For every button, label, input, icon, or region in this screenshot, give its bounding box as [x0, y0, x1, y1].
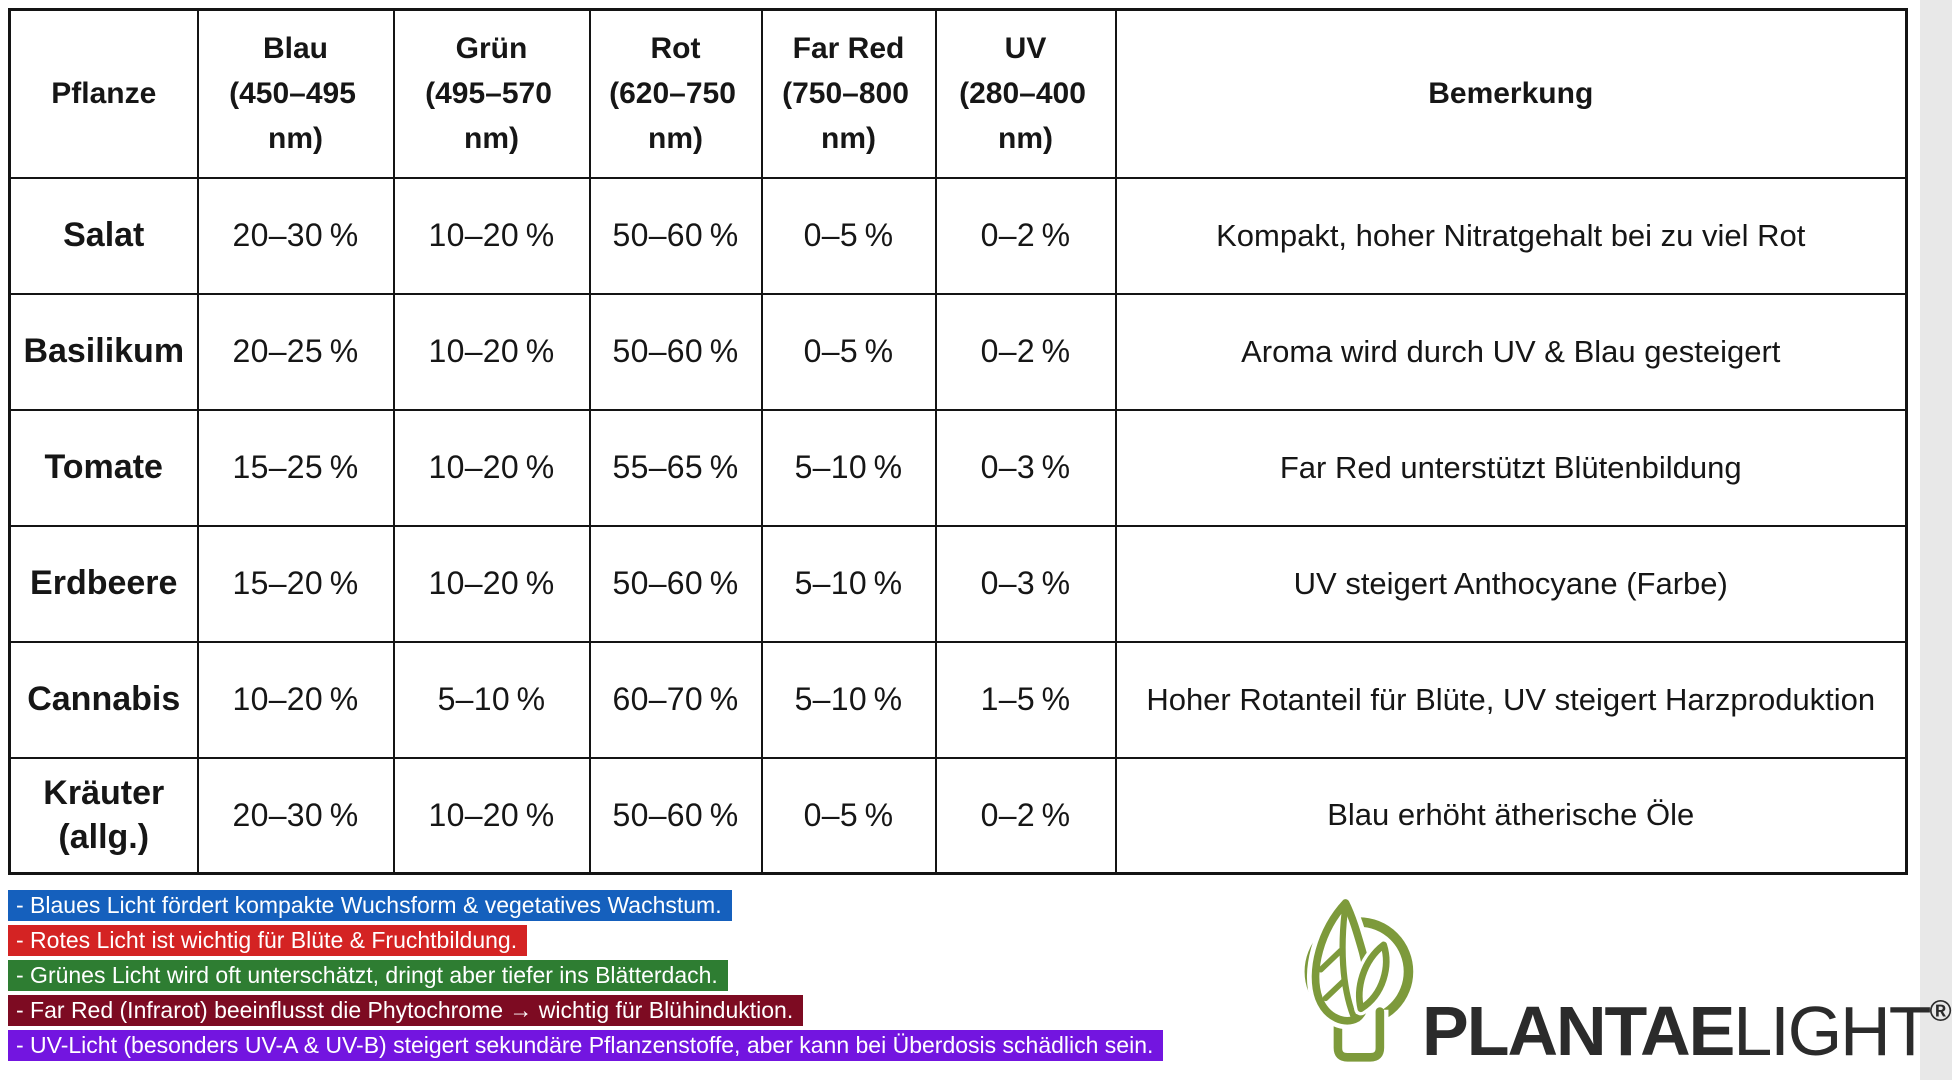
bemerkung-cell: Hoher Rotanteil für Blüte, UV steigert Harzproduktion — [1116, 642, 1907, 758]
table-row-cannabis — [10, 642, 1907, 758]
gruen-value-cell: 10–20 % — [394, 294, 590, 410]
blau-value-cell: 20–30 % — [198, 758, 394, 874]
farred-value-cell: 5–10 % — [762, 410, 936, 526]
note-blue-light: - Blaues Licht fördert kompakte Wuchsform & vegetatives Wachstum. — [8, 890, 732, 921]
plant-name-cell: Kräuter (allg.) — [10, 758, 198, 874]
header-range: (620–750 nm) — [609, 77, 742, 156]
col-header-blau — [198, 10, 394, 178]
table-row-salat — [10, 178, 1907, 294]
plant-name-cell: Salat — [10, 178, 198, 294]
farred-value-cell: 0–5 % — [762, 758, 936, 874]
table-header-row — [10, 10, 1907, 178]
rot-value-cell: 50–60 % — [590, 758, 762, 874]
uv-value-cell: 1–5 % — [936, 642, 1116, 758]
bemerkung-cell: UV steigert Anthocyane (Farbe) — [1116, 526, 1907, 642]
table-row-erdbeere — [10, 526, 1907, 642]
uv-value-cell: 0–2 % — [936, 294, 1116, 410]
blau-value-cell: 20–25 % — [198, 294, 394, 410]
header-label: UV — [1004, 32, 1047, 66]
plantaelight-logo — [1296, 894, 1952, 1072]
col-header-gruen — [394, 10, 590, 178]
note-uv-light: - UV-Licht (besonders UV-A & UV-B) steigert sekundäre Pflanzenstoffe, aber kann bei Überdosis schädlich sein. — [8, 1030, 1163, 1061]
header-label: Grün — [455, 32, 528, 66]
blau-value-cell: 10–20 % — [198, 642, 394, 758]
col-header-uv — [936, 10, 1116, 178]
col-header-rot — [590, 10, 762, 178]
light-spectrum-table — [8, 8, 1908, 875]
header-range: (280–400 nm) — [959, 77, 1092, 156]
uv-value-cell: 0–3 % — [936, 410, 1116, 526]
logo-text-plantae: PLANTAE — [1422, 992, 1734, 1070]
uv-value-cell: 0–2 % — [936, 178, 1116, 294]
header-range: (750–800 nm) — [782, 77, 915, 156]
col-header-pflanze — [10, 10, 198, 178]
uv-value-cell: 0–3 % — [936, 526, 1116, 642]
table-row-tomate — [10, 410, 1907, 526]
uv-value-cell: 0–2 % — [936, 758, 1116, 874]
plant-name-cell: Cannabis — [10, 642, 198, 758]
farred-value-cell: 0–5 % — [762, 178, 936, 294]
header-range: (450–495 nm) — [229, 77, 362, 156]
gruen-value-cell: 10–20 % — [394, 178, 590, 294]
registered-trademark-symbol: ® — [1929, 995, 1952, 1028]
plant-name-cell: Basilikum — [10, 294, 198, 410]
note-farred-light: - Far Red (Infrarot) beeinflusst die Phytochrome → wichtig für Blühinduktion. — [8, 995, 803, 1026]
rot-value-cell: 50–60 % — [590, 178, 762, 294]
table-row-basilikum — [10, 294, 1907, 410]
gruen-value-cell: 5–10 % — [394, 642, 590, 758]
gruen-value-cell: 10–20 % — [394, 758, 590, 874]
header-label: Blau — [262, 32, 328, 66]
note-red-light: - Rotes Licht ist wichtig für Blüte & Fruchtbildung. — [8, 925, 527, 956]
gruen-value-cell: 10–20 % — [394, 526, 590, 642]
plant-name-cell: Erdbeere — [10, 526, 198, 642]
header-label: Rot — [650, 32, 701, 66]
header-label: Pflanze — [51, 77, 157, 111]
farred-value-cell: 5–10 % — [762, 526, 936, 642]
blau-value-cell: 20–30 % — [198, 178, 394, 294]
blau-value-cell: 15–25 % — [198, 410, 394, 526]
col-header-bemerkung — [1116, 10, 1907, 178]
bemerkung-cell: Far Red unterstützt Blütenbildung — [1116, 410, 1907, 526]
bemerkung-cell: Blau erhöht ätherische Öle — [1116, 758, 1907, 874]
table-row-kraeuter — [10, 758, 1907, 874]
gruen-value-cell: 10–20 % — [394, 410, 590, 526]
leaf-bulb-icon — [1296, 894, 1418, 1072]
header-label: Bemerkung — [1428, 77, 1594, 111]
logo-text-light: LIGHT — [1733, 992, 1930, 1070]
color-legend-notes — [8, 890, 1163, 1065]
rot-value-cell: 50–60 % — [590, 526, 762, 642]
rot-value-cell: 50–60 % — [590, 294, 762, 410]
logo-wordmark — [1422, 992, 1952, 1072]
bemerkung-cell: Kompakt, hoher Nitratgehalt bei zu viel Rot — [1116, 178, 1907, 294]
rot-value-cell: 55–65 % — [590, 410, 762, 526]
header-range: (495–570 nm) — [425, 77, 558, 156]
farred-value-cell: 0–5 % — [762, 294, 936, 410]
col-header-farred — [762, 10, 936, 178]
blau-value-cell: 15–20 % — [198, 526, 394, 642]
header-label: Far Red — [792, 32, 905, 66]
rot-value-cell: 60–70 % — [590, 642, 762, 758]
note-green-light: - Grünes Licht wird oft unterschätzt, dringt aber tiefer ins Blätterdach. — [8, 960, 728, 991]
plant-name-cell: Tomate — [10, 410, 198, 526]
bemerkung-cell: Aroma wird durch UV & Blau gesteigert — [1116, 294, 1907, 410]
farred-value-cell: 5–10 % — [762, 642, 936, 758]
